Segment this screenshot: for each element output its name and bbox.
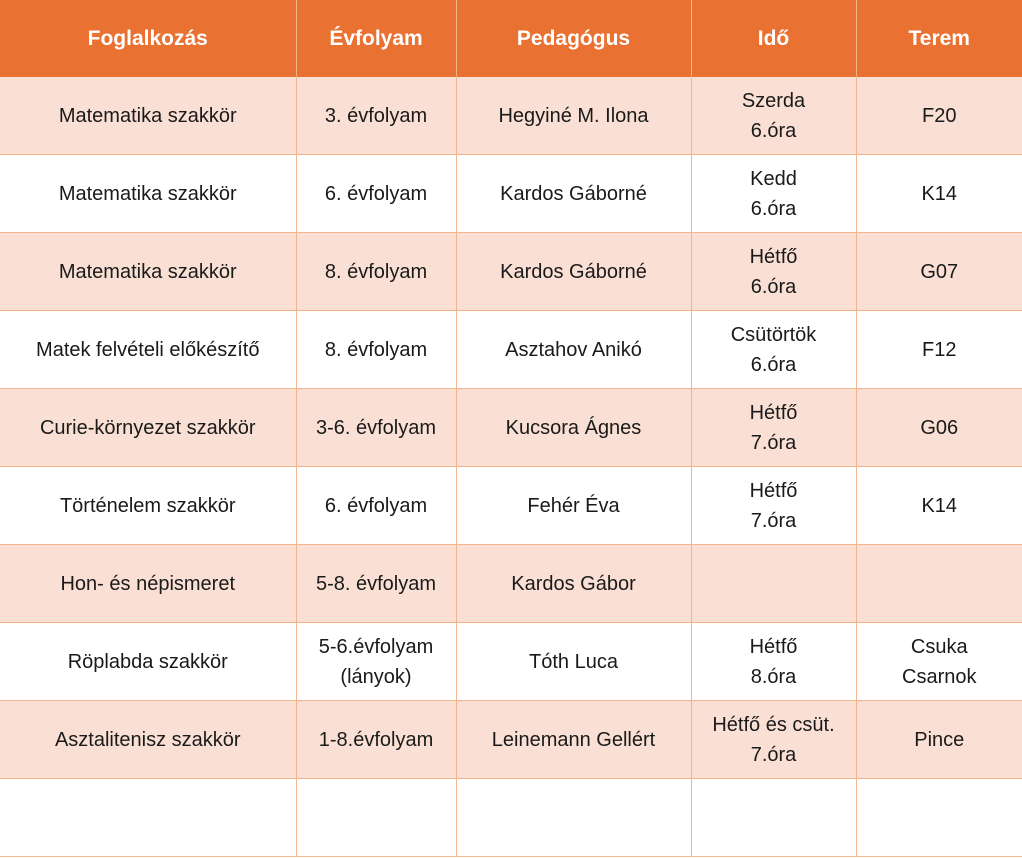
cell-ido: Hétfő 7.óra — [691, 467, 856, 545]
cell-evfolyam: 3-6. évfolyam — [296, 389, 456, 467]
cell-terem: F20 — [856, 77, 1022, 155]
cell-ido: Hétfő 6.óra — [691, 233, 856, 311]
cell-ido: Kedd 6.óra — [691, 155, 856, 233]
table-row — [0, 233, 1022, 311]
cell-pedagogus — [456, 779, 691, 857]
header-foglalkozas: Foglalkozás — [0, 0, 296, 77]
header-evfolyam: Évfolyam — [296, 0, 456, 77]
cell-ido: Hétfő 7.óra — [691, 389, 856, 467]
header-pedagogus: Pedagógus — [456, 0, 691, 77]
cell-ido: Csütörtök 6.óra — [691, 311, 856, 389]
cell-terem: F12 — [856, 311, 1022, 389]
cell-terem — [856, 545, 1022, 623]
table-row — [0, 311, 1022, 389]
cell-foglalkozas — [0, 779, 296, 857]
cell-ido — [691, 779, 856, 857]
cell-evfolyam: 6. évfolyam — [296, 467, 456, 545]
cell-terem: Csuka Csarnok — [856, 623, 1022, 701]
cell-terem: K14 — [856, 467, 1022, 545]
cell-ido: Hétfő 8.óra — [691, 623, 856, 701]
cell-foglalkozas: Matematika szakkör — [0, 77, 296, 155]
cell-foglalkozas: Matematika szakkör — [0, 233, 296, 311]
header-ido: Idő — [691, 0, 856, 77]
table-row — [0, 389, 1022, 467]
cell-evfolyam: 1-8.évfolyam — [296, 701, 456, 779]
cell-pedagogus: Kardos Gábor — [456, 545, 691, 623]
cell-foglalkozas: Történelem szakkör — [0, 467, 296, 545]
cell-foglalkozas: Curie-környezet szakkör — [0, 389, 296, 467]
cell-terem — [856, 779, 1022, 857]
table-row — [0, 467, 1022, 545]
cell-evfolyam: 8. évfolyam — [296, 233, 456, 311]
cell-ido — [691, 545, 856, 623]
header-row — [0, 0, 1022, 77]
cell-evfolyam — [296, 779, 456, 857]
table-row — [0, 77, 1022, 155]
cell-foglalkozas: Hon- és népismeret — [0, 545, 296, 623]
cell-ido: Szerda 6.óra — [691, 77, 856, 155]
cell-pedagogus: Fehér Éva — [456, 467, 691, 545]
cell-terem: Pince — [856, 701, 1022, 779]
cell-pedagogus: Leinemann Gellért — [456, 701, 691, 779]
cell-evfolyam: 6. évfolyam — [296, 155, 456, 233]
cell-evfolyam: 5-6.évfolyam (lányok) — [296, 623, 456, 701]
table-row — [0, 155, 1022, 233]
table-row — [0, 779, 1022, 857]
table-row — [0, 545, 1022, 623]
cell-terem: G07 — [856, 233, 1022, 311]
cell-terem: G06 — [856, 389, 1022, 467]
cell-pedagogus: Asztahov Anikó — [456, 311, 691, 389]
header-terem: Terem — [856, 0, 1022, 77]
table-row — [0, 623, 1022, 701]
cell-pedagogus: Hegyiné M. Ilona — [456, 77, 691, 155]
cell-evfolyam: 3. évfolyam — [296, 77, 456, 155]
cell-pedagogus: Tóth Luca — [456, 623, 691, 701]
cell-foglalkozas: Matematika szakkör — [0, 155, 296, 233]
cell-foglalkozas: Röplabda szakkör — [0, 623, 296, 701]
cell-pedagogus: Kucsora Ágnes — [456, 389, 691, 467]
cell-terem: K14 — [856, 155, 1022, 233]
cell-foglalkozas: Asztalitenisz szakkör — [0, 701, 296, 779]
cell-foglalkozas: Matek felvételi előkészítő — [0, 311, 296, 389]
cell-evfolyam: 8. évfolyam — [296, 311, 456, 389]
cell-evfolyam: 5-8. évfolyam — [296, 545, 456, 623]
table-row — [0, 701, 1022, 779]
cell-ido: Hétfő és csüt. 7.óra — [691, 701, 856, 779]
cell-pedagogus: Kardos Gáborné — [456, 155, 691, 233]
cell-pedagogus: Kardos Gáborné — [456, 233, 691, 311]
